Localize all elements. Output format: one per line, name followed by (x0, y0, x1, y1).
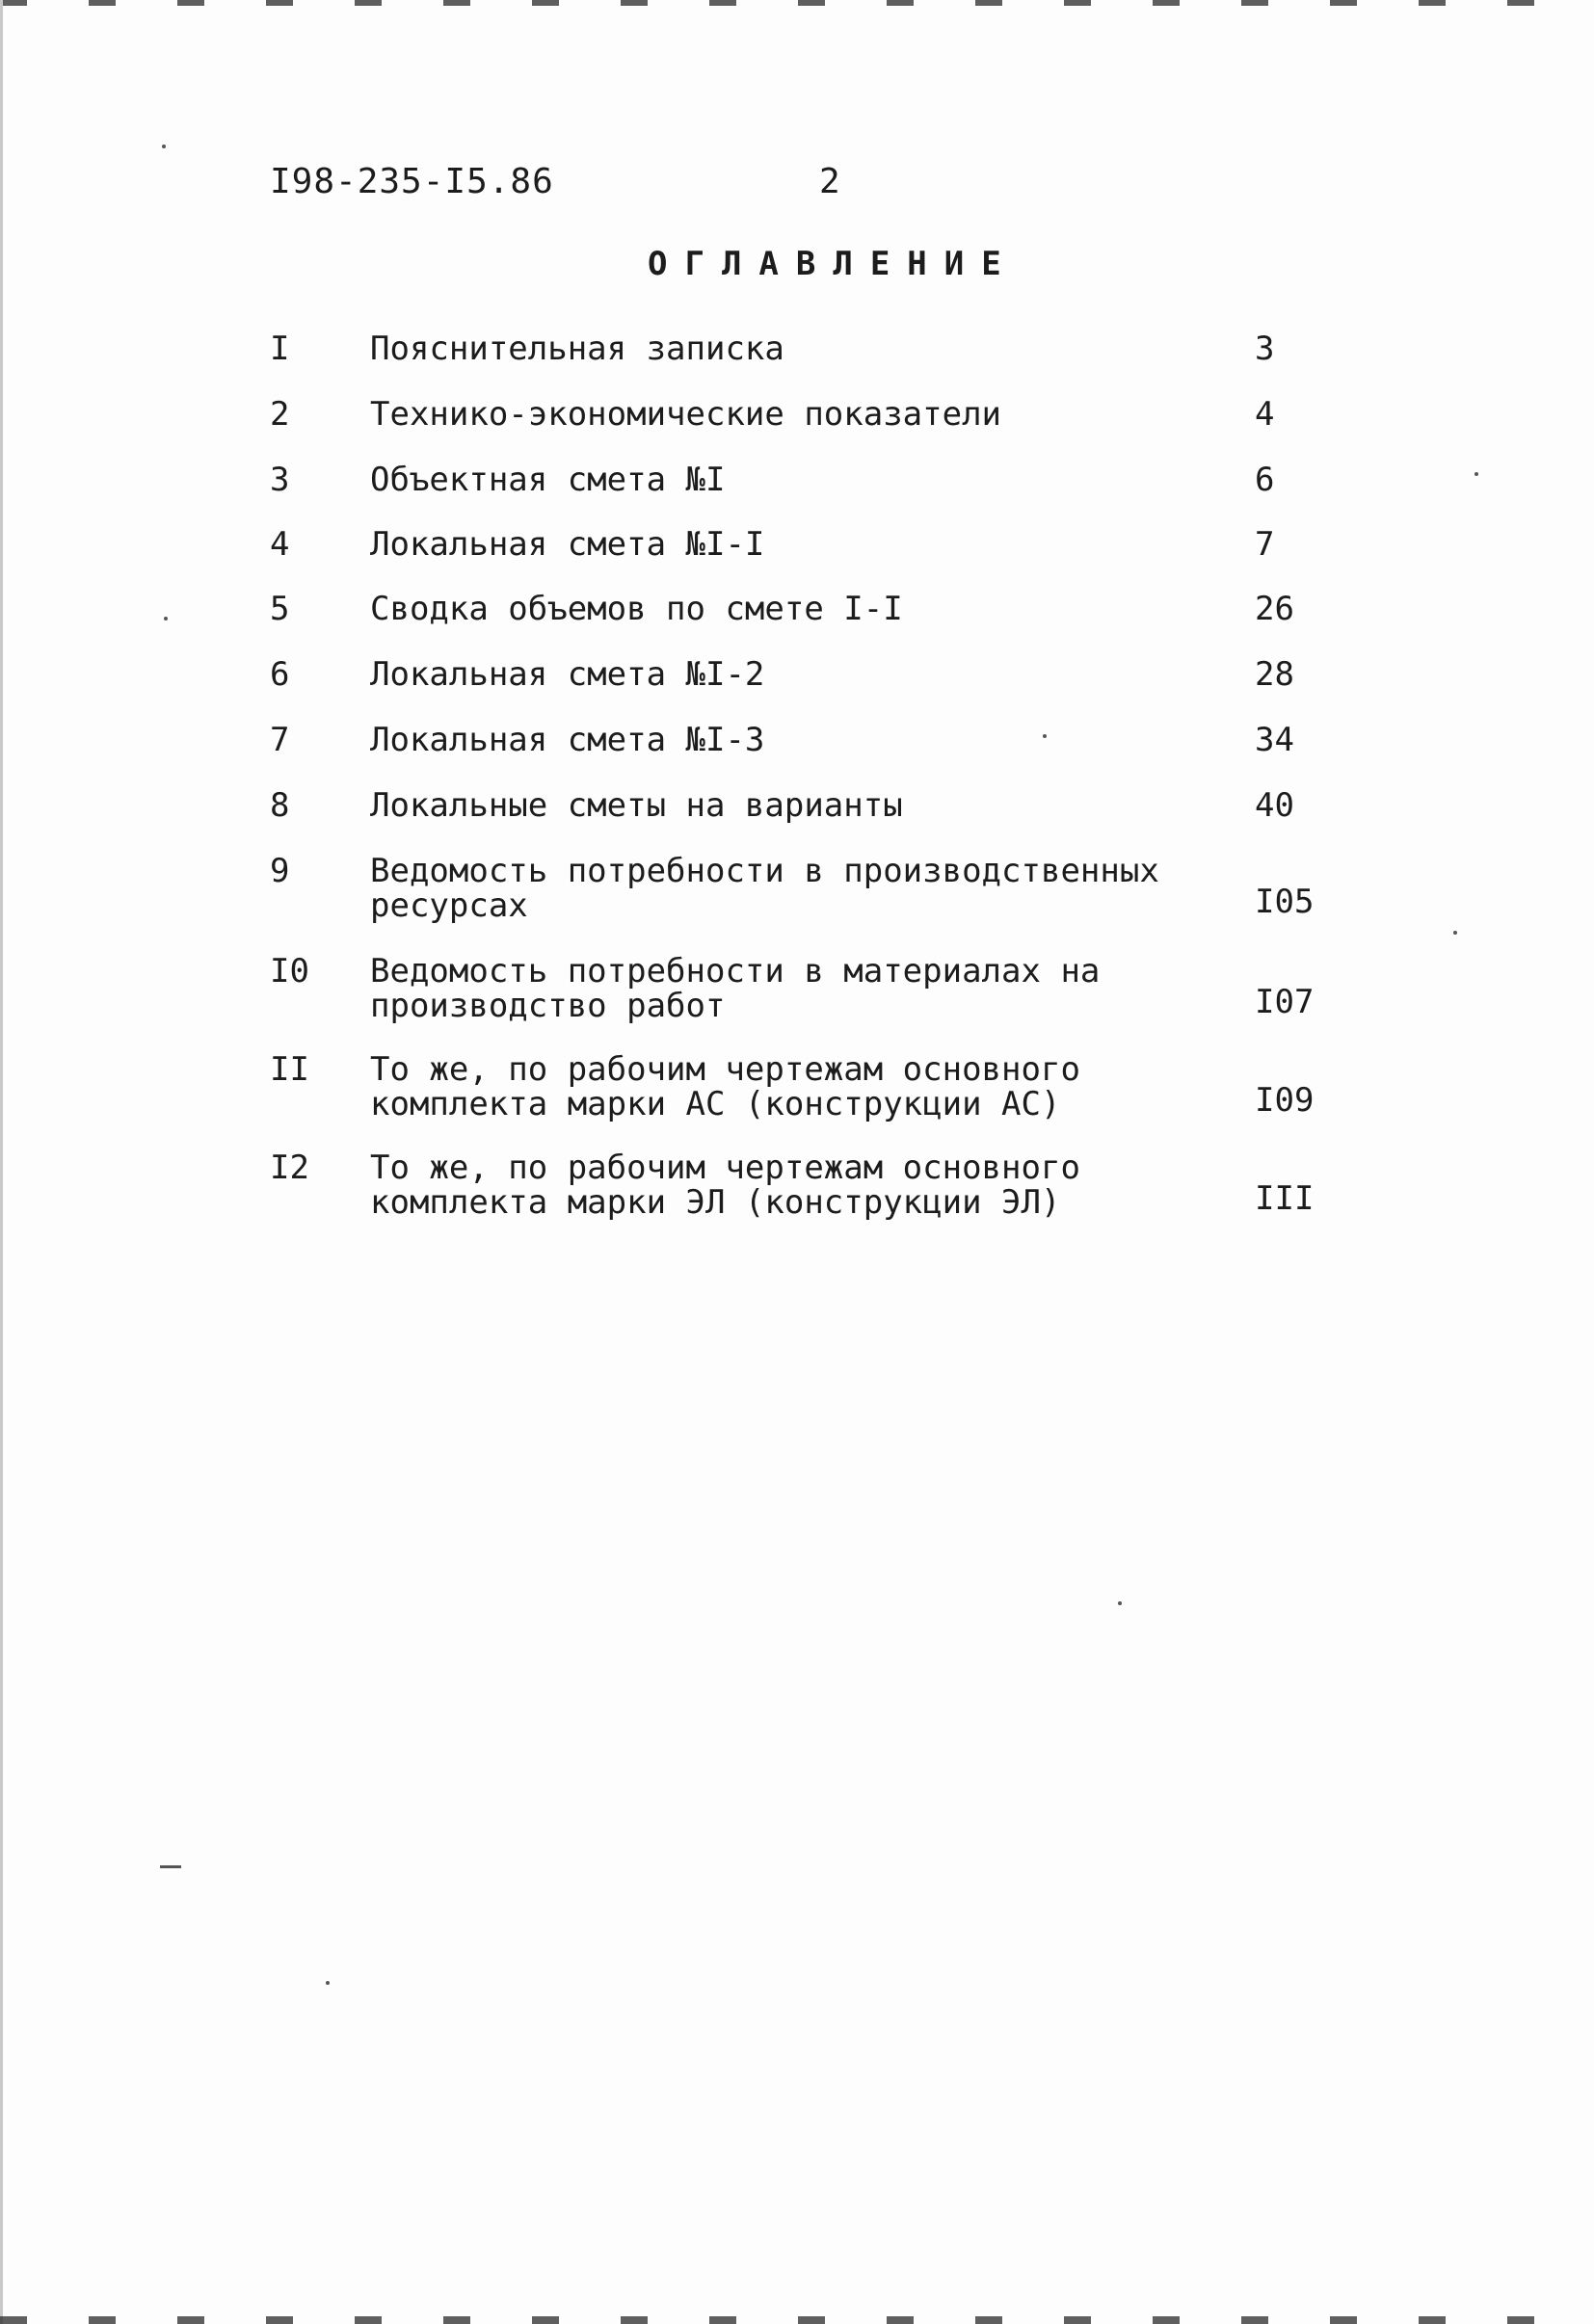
scan-speck (1118, 1601, 1122, 1605)
toc-item-number: I (270, 330, 290, 368)
toc-item-page: I07 (1255, 983, 1315, 1021)
toc-item-title: Локальная смета №I-2 (370, 655, 765, 694)
toc-item-title: Пояснительная записка (370, 330, 784, 368)
toc-item-page: 7 (1255, 525, 1275, 564)
scan-left-edge (0, 0, 3, 2324)
scan-speck (164, 617, 168, 621)
toc-item-title: Локальная смета №I-3 (370, 721, 765, 759)
scan-speck (1043, 734, 1047, 738)
page-number: 2 (819, 162, 840, 201)
toc-item-title: То же, по рабочим чертежам основного комплекта марки АС (конструкции АС) (370, 1050, 1080, 1123)
toc-item-page: 28 (1255, 655, 1294, 694)
toc-item-number: 8 (270, 786, 290, 825)
toc-item-title: Сводка объемов по смете I-I (370, 590, 903, 628)
scan-edge-marks-bottom (0, 2316, 1594, 2324)
toc-item-page: 40 (1255, 786, 1294, 825)
toc-item-number: 7 (270, 721, 290, 759)
toc-item-number: 4 (270, 525, 290, 564)
toc-item-page: 6 (1255, 461, 1275, 499)
toc-item-number: 2 (270, 395, 290, 434)
toc-item-page: 34 (1255, 721, 1294, 759)
toc-item-page: 4 (1255, 395, 1275, 434)
toc-item-page: I09 (1255, 1081, 1315, 1120)
document-code: I98-235-I5.86 (270, 162, 554, 201)
scan-speck (162, 145, 166, 148)
toc-item-title: Локальные сметы на варианты (370, 786, 903, 825)
toc-item-number: I0 (270, 952, 309, 990)
toc-item-page: I05 (1255, 883, 1315, 921)
toc-item-page: 26 (1255, 590, 1294, 628)
toc-item-title: Технико-экономические показатели (370, 395, 1002, 434)
toc-item-number: 5 (270, 590, 290, 628)
scan-speck (1453, 931, 1457, 935)
toc-item-title: Локальная смета №I-I (370, 525, 765, 564)
toc-item-number: I2 (270, 1149, 309, 1187)
scan-mark (160, 1865, 181, 1868)
toc-item-number: 9 (270, 852, 290, 890)
toc-item-title: Ведомость потребности в материалах на производство работ (370, 952, 1101, 1025)
toc-item-number: 3 (270, 461, 290, 499)
toc-heading: ОГЛАВЛЕНИЕ (648, 245, 1019, 283)
scan-edge-marks-top (0, 0, 1594, 6)
scan-speck (1474, 472, 1478, 476)
toc-item-page: 3 (1255, 330, 1275, 368)
scan-speck (326, 1981, 330, 1985)
toc-item-title: Ведомость потребности в производственных ресурсах (370, 852, 1159, 925)
toc-item-number: II (270, 1050, 309, 1089)
toc-item-number: 6 (270, 655, 290, 694)
toc-item-title: То же, по рабочим чертежам основного комплекта марки ЭЛ (конструкции ЭЛ) (370, 1149, 1080, 1222)
toc-item-page: III (1255, 1179, 1315, 1218)
toc-item-title: Объектная смета №I (370, 461, 726, 499)
